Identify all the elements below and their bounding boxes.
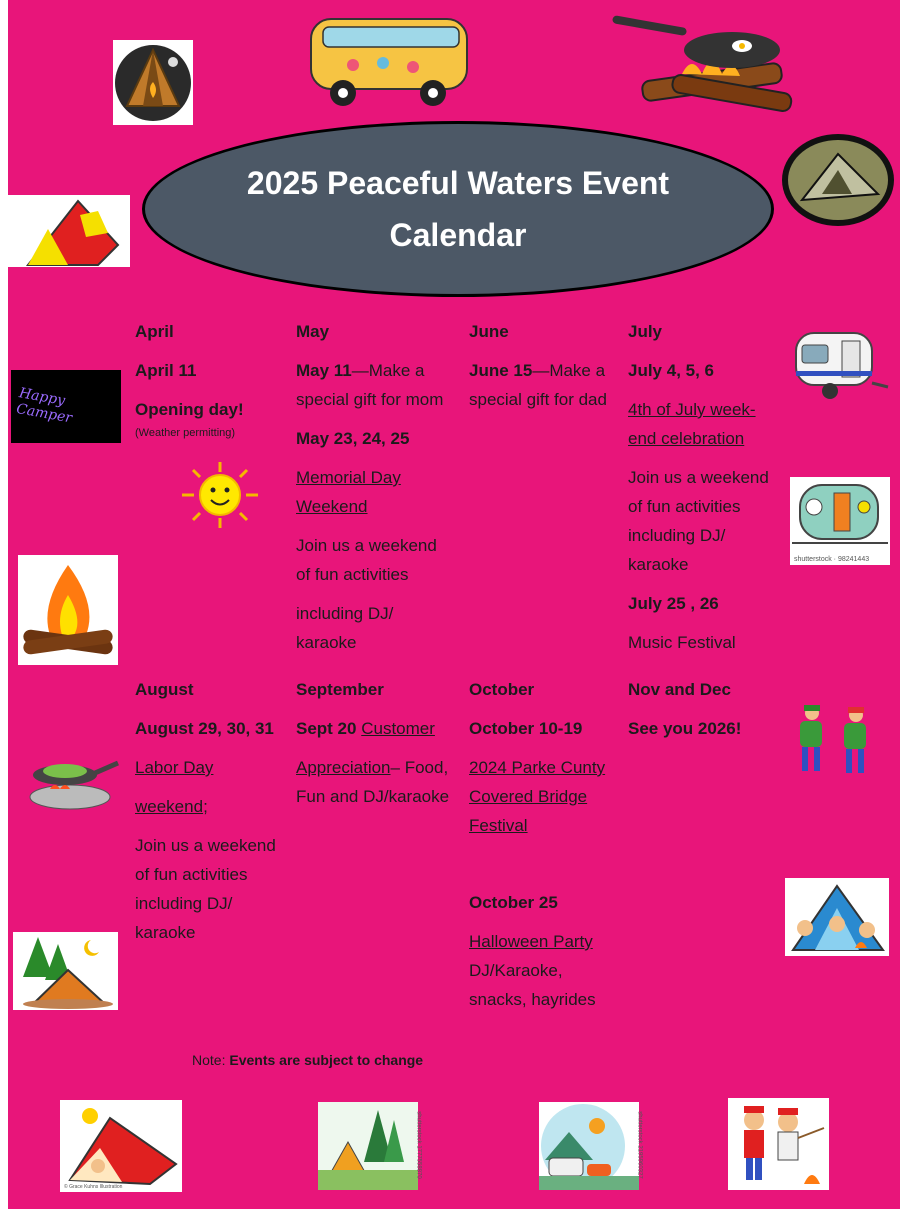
event-title-part: Appreciation <box>296 758 391 777</box>
event-date: August 29, 30, 31 <box>135 719 274 738</box>
event-title: Labor Day <box>135 758 214 777</box>
month-heading: August <box>135 680 194 699</box>
camp-scene-watermark: shutterstock 1777558870 <box>415 1111 422 1179</box>
camp-scene-icon <box>318 1102 422 1190</box>
event-entry <box>296 753 466 811</box>
month-heading: September <box>296 680 384 699</box>
tent-circle-icon <box>782 134 894 226</box>
month-heading: July <box>628 322 663 341</box>
closing-message: See you 2026! <box>628 719 742 738</box>
april-column <box>135 317 285 442</box>
sun-icon <box>178 460 263 530</box>
event-description: —Make a special gift for mom <box>296 361 444 409</box>
september-column <box>296 675 466 811</box>
event-title-tail: ; <box>203 797 208 816</box>
kid-tent-caption: © Grace Kuhns Illustration <box>64 1184 123 1190</box>
campfire-icon <box>18 555 118 665</box>
august-column <box>135 675 290 947</box>
happy-camper-text: Happy Camper <box>15 385 74 427</box>
event-title: Opening day! <box>135 400 244 419</box>
month-heading: Nov and Dec <box>628 680 731 699</box>
campfire-skillet-icon <box>612 12 796 112</box>
month-heading: May <box>296 322 330 341</box>
red-tent-icon <box>8 195 130 267</box>
hikers-icon <box>788 703 884 778</box>
title-banner <box>142 121 774 297</box>
event-date: April 11 <box>135 361 197 380</box>
july-column <box>628 317 778 657</box>
title-line-2: Calendar <box>389 217 527 253</box>
october-column <box>469 675 619 1014</box>
june-column <box>469 317 627 414</box>
rv-lake-icon <box>539 1102 643 1190</box>
camper-trailer-icon <box>790 327 890 403</box>
event-entry <box>469 356 627 414</box>
event-description: Join us a weekend of fun activities including DJ/ karaoke <box>628 468 769 574</box>
event-date: July 4, 5, 6 <box>628 361 714 380</box>
event-title: Halloween Party <box>469 932 593 951</box>
tent-night-icon <box>113 40 193 125</box>
page-title <box>247 157 669 261</box>
event-date: Sept 20 <box>296 719 357 738</box>
month-heading: April <box>135 322 174 341</box>
novdec-column <box>628 675 778 743</box>
event-date: October 10-19 <box>469 719 583 738</box>
event-entry <box>296 714 466 743</box>
event-description: —Make a special gift for dad <box>469 361 607 409</box>
event-date: May 23, 24, 25 <box>296 429 410 448</box>
event-date: October 25 <box>469 893 558 912</box>
note-label: Note: <box>192 1052 230 1068</box>
event-date: May 11 <box>296 361 352 380</box>
hippie-van-icon <box>303 15 471 107</box>
event-entry <box>296 356 464 414</box>
change-note <box>192 1052 423 1068</box>
event-date: July 25 , 26 <box>628 594 719 613</box>
month-heading: June <box>469 322 509 341</box>
kid-tent-icon <box>60 1100 182 1192</box>
vintage-trailer-watermark: shutterstock · 98241443 <box>794 556 870 563</box>
event-description: DJ/Karaoke, snacks, hayrides <box>469 961 596 1009</box>
month-heading: October <box>469 680 535 699</box>
kids-marshmallow-icon <box>728 1098 829 1190</box>
event-description: Join us a weekend of fun activities including DJ/ karaoke <box>135 836 276 942</box>
happy-camper-sign <box>11 370 121 443</box>
event-description: Join us a weekend of fun activities <box>296 536 437 584</box>
rv-lake-watermark: shutterstock 2195960327 <box>636 1111 643 1179</box>
tent-family-icon <box>785 878 889 956</box>
event-title-part: weekend <box>135 797 204 816</box>
event-description: including DJ/ karaoke <box>296 604 394 652</box>
note-text: Events are subject to change <box>229 1052 424 1068</box>
may-column <box>296 317 464 657</box>
event-note: (Weather permitting) <box>135 427 236 439</box>
event-title-cont <box>135 792 290 821</box>
event-title-part: Customer <box>361 719 435 738</box>
event-description: – Food, Fun and DJ/karaoke <box>296 758 450 806</box>
vintage-trailer-icon <box>790 477 890 565</box>
event-title: Memorial Day Weekend <box>296 468 401 516</box>
event-date: June 15 <box>469 361 533 380</box>
event-title: 2024 Parke Cunty Covered Bridge Festival <box>469 758 606 835</box>
event-title: Music Festival <box>628 633 736 652</box>
tent-trees-icon <box>13 932 118 1010</box>
event-title: 4th of July week-end celebration <box>628 400 756 448</box>
fish-skillet-icon <box>20 745 120 813</box>
title-line-1: 2025 Peaceful Waters Event <box>246 165 670 201</box>
